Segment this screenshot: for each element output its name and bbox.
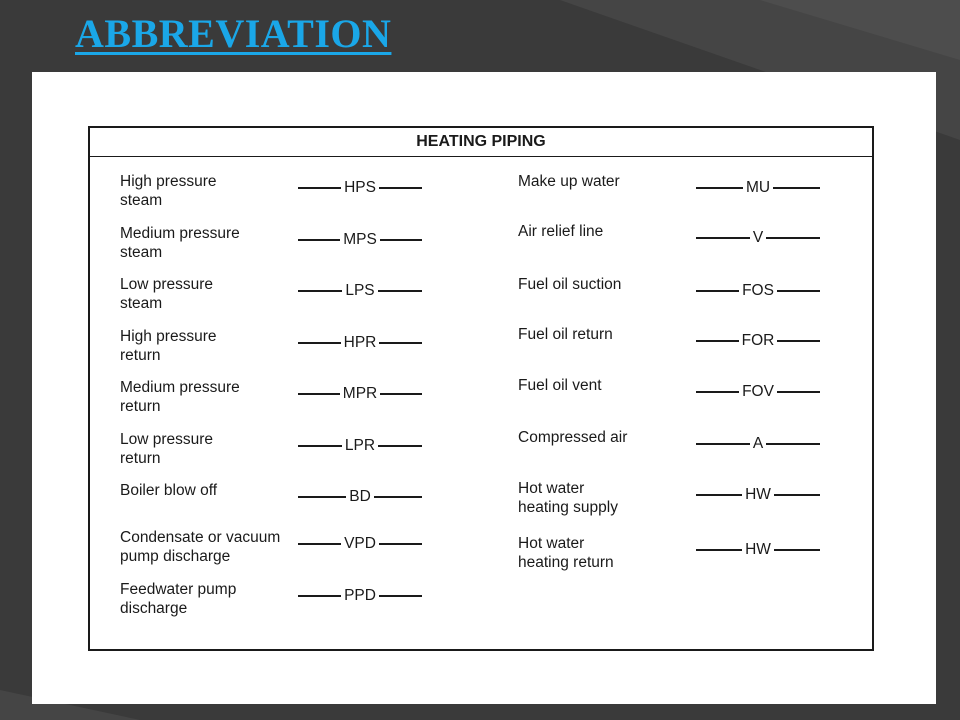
pipe-code: HPR bbox=[343, 334, 377, 351]
table-header: HEATING PIPING bbox=[90, 128, 872, 157]
pipe-line-right bbox=[774, 549, 820, 551]
legend-item bbox=[120, 430, 422, 470]
legend-label: Fuel oil vent bbox=[518, 377, 602, 394]
pipe-line-right bbox=[773, 187, 820, 189]
pipe-line-symbol bbox=[696, 542, 820, 558]
legend-item bbox=[120, 481, 422, 521]
pipe-code: FOV bbox=[742, 383, 774, 400]
pipe-line-symbol bbox=[696, 230, 820, 246]
legend-label: Air relief line bbox=[518, 223, 604, 240]
pipe-line-symbol bbox=[298, 283, 422, 299]
legend-item bbox=[518, 222, 820, 262]
pipe-line-symbol bbox=[696, 487, 820, 503]
pipe-code: HW bbox=[745, 541, 771, 558]
pipe-line-symbol bbox=[298, 536, 422, 552]
pipe-line-symbol bbox=[696, 384, 820, 400]
pipe-code: HPS bbox=[344, 179, 376, 196]
pipe-code: FOR bbox=[741, 332, 775, 349]
pipe-line-symbol bbox=[696, 436, 820, 452]
pipe-line-right bbox=[380, 393, 422, 395]
legend-item bbox=[518, 534, 820, 574]
pipe-line-right bbox=[379, 595, 422, 597]
pipe-line-right bbox=[774, 494, 820, 496]
pipe-line-left bbox=[696, 340, 739, 342]
pipe-line-symbol bbox=[298, 335, 422, 351]
pipe-line-left bbox=[298, 290, 342, 292]
pipe-code: A bbox=[752, 435, 764, 452]
pipe-line-right bbox=[374, 496, 422, 498]
pipe-line-left bbox=[298, 187, 341, 189]
legend-label: Low pressure steam bbox=[120, 276, 214, 312]
pipe-line-symbol bbox=[696, 180, 820, 196]
pipe-line-left bbox=[298, 445, 342, 447]
legend-label: Make up water bbox=[518, 173, 620, 190]
pipe-code: VPD bbox=[344, 535, 376, 552]
pipe-code: MU bbox=[745, 179, 771, 196]
pipe-line-right bbox=[379, 342, 422, 344]
pipe-line-right bbox=[766, 443, 820, 445]
pipe-line-right bbox=[379, 187, 422, 189]
pipe-line-left bbox=[298, 543, 341, 545]
legend-item bbox=[518, 479, 820, 519]
legend-item bbox=[120, 528, 422, 568]
legend-label: Fuel oil return bbox=[518, 326, 613, 343]
pipe-line-left bbox=[696, 187, 743, 189]
pipe-line-left bbox=[298, 239, 340, 241]
pipe-line-right bbox=[777, 340, 820, 342]
legend-label: Low pressure return bbox=[120, 431, 214, 467]
slide-title: ABBREVIATION bbox=[75, 11, 392, 56]
legend-label: Feedwater pump discharge bbox=[120, 581, 237, 617]
pipe-line-right bbox=[766, 237, 820, 239]
pipe-code: FOS bbox=[742, 282, 774, 299]
legend-label: Fuel oil suction bbox=[518, 276, 622, 293]
legend-item bbox=[518, 325, 820, 365]
legend-label: Hot water heating return bbox=[518, 535, 614, 571]
pipe-line-left bbox=[298, 393, 340, 395]
pipe-line-left bbox=[696, 494, 742, 496]
pipe-code: LPR bbox=[344, 437, 376, 454]
legend-label: Boiler blow off bbox=[120, 482, 218, 499]
legend-item bbox=[518, 428, 820, 468]
legend-item bbox=[518, 376, 820, 416]
pipe-code: MPS bbox=[343, 231, 377, 248]
pipe-line-left bbox=[696, 391, 739, 393]
pipe-line-symbol bbox=[298, 588, 422, 604]
pipe-line-symbol bbox=[298, 438, 422, 454]
pipe-line-right bbox=[380, 239, 422, 241]
legend-label: Compressed air bbox=[518, 429, 628, 446]
pipe-line-left bbox=[696, 237, 750, 239]
legend-item bbox=[518, 172, 820, 212]
pipe-line-left bbox=[696, 443, 750, 445]
pipe-line-right bbox=[777, 391, 820, 393]
legend-label: Condensate or vacuum pump discharge bbox=[120, 529, 281, 565]
pipe-line-symbol bbox=[696, 333, 820, 349]
pipe-line-right bbox=[379, 543, 422, 545]
legend-item bbox=[518, 275, 820, 315]
legend-item bbox=[120, 378, 422, 418]
pipe-line-right bbox=[777, 290, 820, 292]
legend-label: High pressure return bbox=[120, 328, 217, 364]
pipe-code: BD bbox=[349, 488, 371, 505]
legend-item bbox=[120, 224, 422, 264]
pipe-line-symbol bbox=[298, 180, 422, 196]
pipe-line-symbol bbox=[298, 386, 422, 402]
pipe-line-symbol bbox=[298, 232, 422, 248]
pipe-code: MPR bbox=[342, 385, 378, 402]
content-sheet bbox=[32, 72, 936, 704]
legend-label: Hot water heating supply bbox=[518, 480, 618, 516]
pipe-code: PPD bbox=[344, 587, 376, 604]
pipe-line-symbol bbox=[696, 283, 820, 299]
pipe-line-right bbox=[378, 290, 422, 292]
legend-item bbox=[120, 327, 422, 367]
legend-label: Medium pressure steam bbox=[120, 225, 240, 261]
pipe-line-left bbox=[298, 595, 341, 597]
pipe-code: V bbox=[752, 229, 764, 246]
pipe-line-symbol bbox=[298, 489, 422, 505]
legend-label: High pressure steam bbox=[120, 173, 217, 209]
legend-label: Medium pressure return bbox=[120, 379, 240, 415]
pipe-code: LPS bbox=[345, 282, 375, 299]
legend-item bbox=[120, 275, 422, 315]
pipe-line-right bbox=[378, 445, 422, 447]
pipe-line-left bbox=[696, 549, 742, 551]
pipe-line-left bbox=[298, 496, 346, 498]
pipe-code: HW bbox=[745, 486, 771, 503]
legend-item bbox=[120, 172, 422, 212]
pipe-line-left bbox=[298, 342, 341, 344]
pipe-line-left bbox=[696, 290, 739, 292]
legend-item bbox=[120, 580, 422, 620]
